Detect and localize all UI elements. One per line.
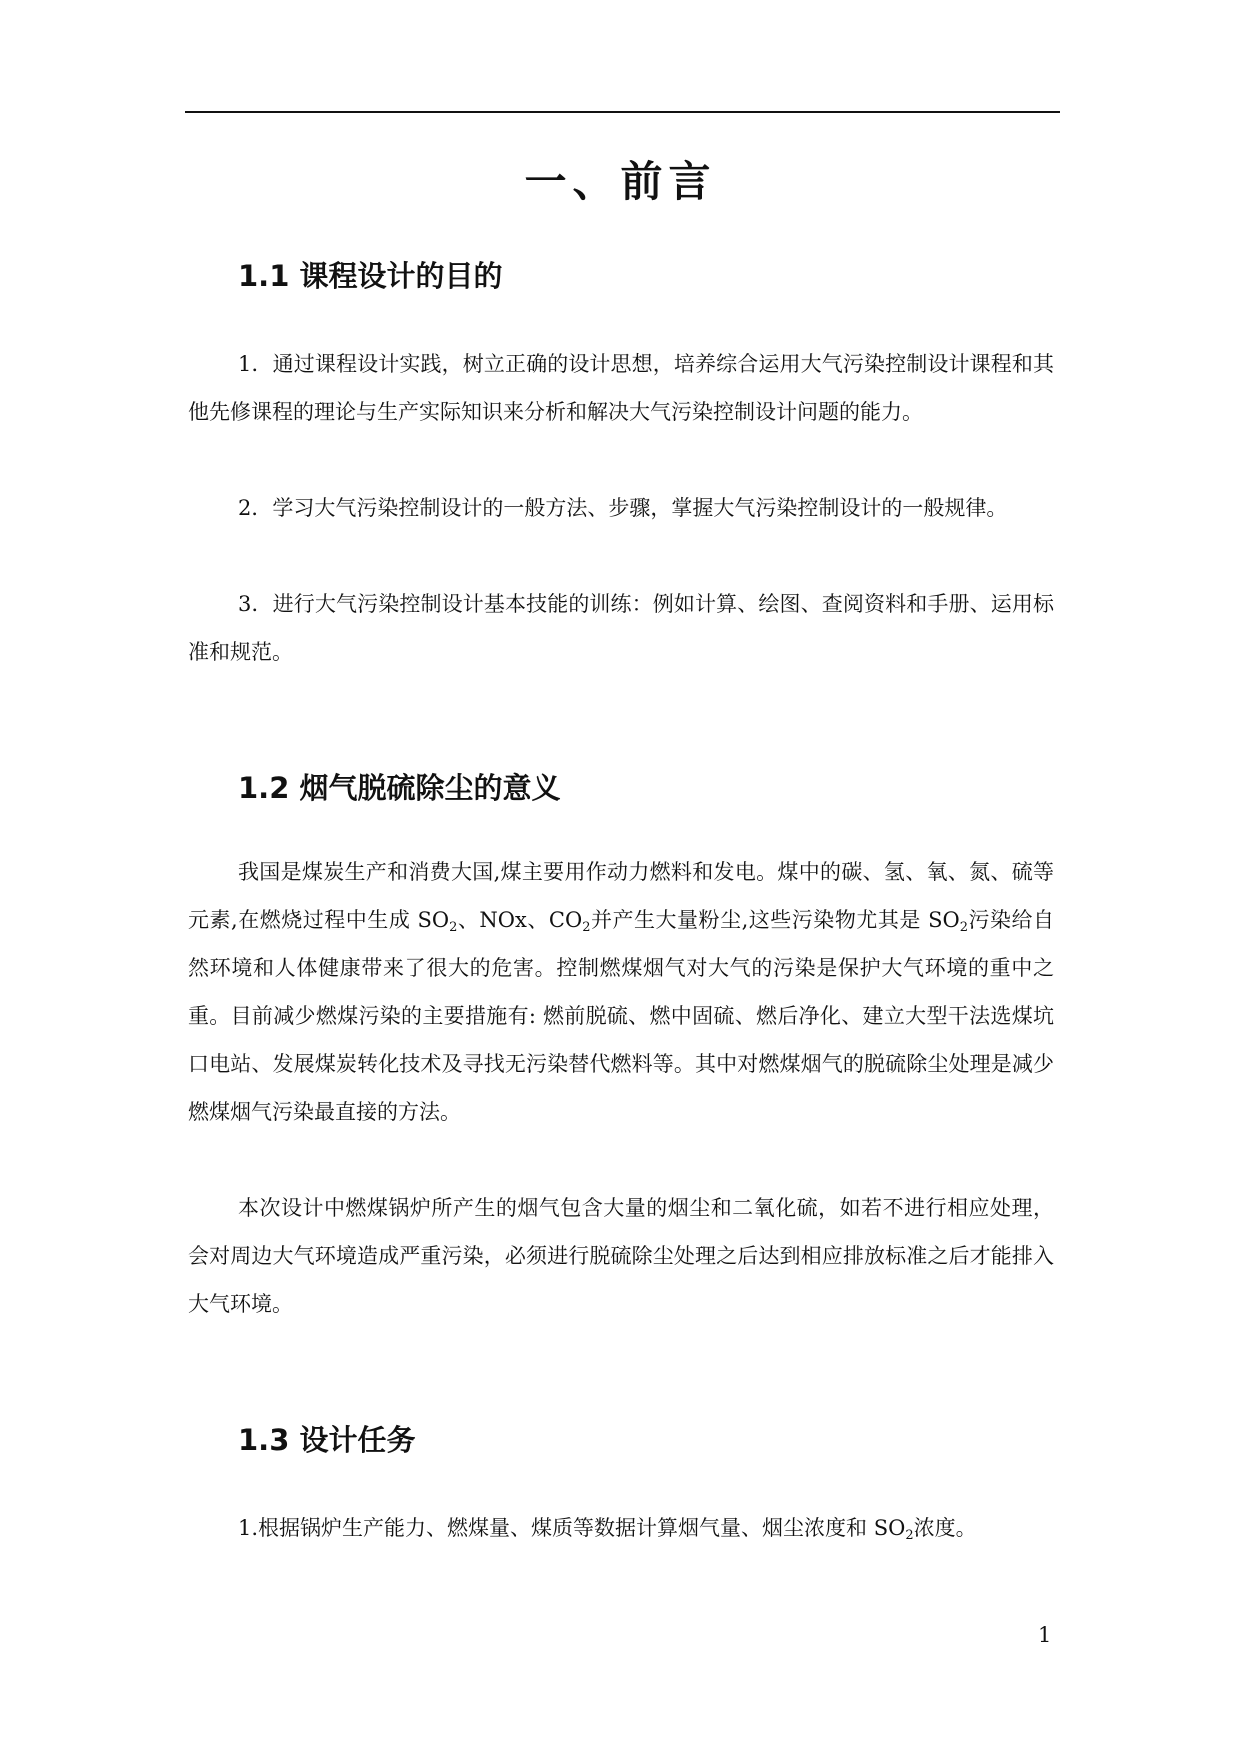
page-number: 1 <box>1038 1623 1052 1647</box>
paragraph-1-1-3: 3．进行大气污染控制设计基本技能的训练：例如计算、绘图、查阅资料和手册、运用标准和规范。 <box>188 592 1054 664</box>
subscript: 2 <box>905 1528 914 1543</box>
paragraph-1-1-2: 2．学习大气污染控制设计的一般方法、步骤，掌握大气污染控制设计的一般规律。 <box>238 496 1008 520</box>
paragraph-1-3-1 <box>188 1504 1054 1552</box>
paragraph-1-2-2: 本次设计中燃煤锅炉所产生的烟气包含大量的烟尘和二氧化硫，如若不进行相应处理，会对周边大气环境造成严重污染，必须进行脱硫除尘处理之后达到相应排放标准之后才能排入大气环境。 <box>188 1196 1054 1316</box>
section-heading-1-1: 1.1 课程设计的目的 <box>238 259 503 293</box>
paragraph-text: 我国是煤炭生产和消费大国,煤主要用作动力燃料和发电。煤中的碳、氢、氧、氮、硫等元素,在燃烧过程中生成 SO <box>188 860 1054 932</box>
paragraph-1-1-1: 1．通过课程设计实践，树立正确的设计思想，培养综合运用大气污染控制设计课程和其他先修课程的理论与生产实际知识来分析和解决大气污染控制设计问题的能力。 <box>188 352 1054 424</box>
header-rule <box>185 111 1060 113</box>
subscript: 2 <box>449 920 458 935</box>
paragraph-text: 浓度。 <box>913 1516 977 1540</box>
subscript: 2 <box>959 920 968 935</box>
paragraph-1-2-1 <box>188 848 1054 1136</box>
paragraph-text: 、NOx、CO <box>457 908 583 932</box>
subscript: 2 <box>582 920 591 935</box>
section-heading-1-3: 1.3 设计任务 <box>238 1423 416 1457</box>
paragraph-text: 并产生大量粉尘,这些污染物尤其是 SO <box>590 908 960 932</box>
section-heading-1-2: 1.2 烟气脱硫除尘的意义 <box>238 771 561 805</box>
paragraph-text: 污染给自然环境和人体健康带来了很大的危害。控制燃煤烟气对大气的污染是保护大气环境的重中之重。目前减少燃煤污染的主要措施有: 燃前脱硫、燃中固硫、燃后净化、建立大型干法选煤坑口电站、发展煤炭转化技术及寻找无污染替代燃料等。其中对燃煤烟气的脱硫除尘处理是减少燃煤烟气污染最直接的方法。 <box>188 908 1055 1124</box>
chapter-title: 一、前言 <box>524 157 717 206</box>
paragraph-text: 1.根据锅炉生产能力、燃煤量、煤质等数据计算烟气量、烟尘浓度和 SO <box>238 1516 906 1540</box>
